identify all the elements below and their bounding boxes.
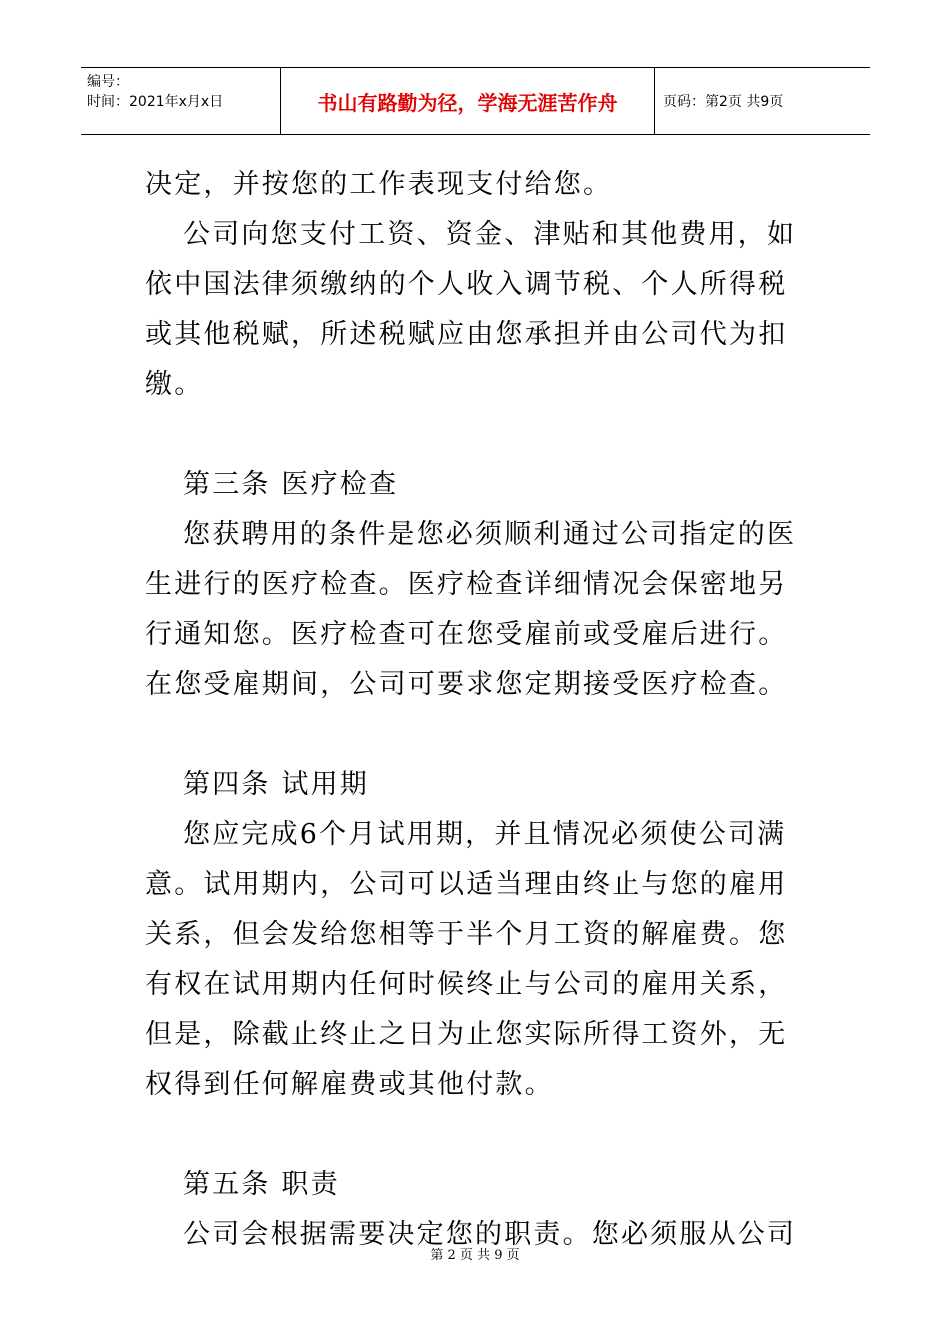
paragraph-gap (145, 410, 810, 460)
section-heading-3: 第三条 医疗检查 (183, 469, 399, 500)
paragraph-gap (145, 1110, 810, 1160)
section-heading-4: 第四条 试用期 (183, 769, 369, 800)
header-meta (81, 68, 281, 134)
paragraph-continued: 决定，并按您的工作表现支付给您。 (145, 169, 613, 200)
header-time-label: 时间：2021年x月x日 (87, 94, 224, 110)
paragraph-medical: 您获聘用的条件是您必须顺利通过公司指定的医生进行的医疗检查。医疗检查详细情况会保密地另行通知您。医疗检查可在您受雇前或受雇后进行。在您受雇期间，公司可要求您定期接受医疗检查。 (145, 519, 797, 700)
document-body (145, 160, 810, 1260)
page-footer: 第 2 页 共 9 页 (430, 1248, 520, 1263)
paragraph-payment: 公司向您支付工资、资金、津贴和其他费用，如依中国法律须缴纳的个人收入调节税、个人所得税或其他税赋，所述税赋应由您承担并由公司代为扣缴。 (145, 219, 797, 400)
header-slogan-cell (281, 68, 655, 134)
paragraph-probation: 您应完成6个月试用期，并且情况必须使公司满意。试用期内，公司可以适当理由终止与您的雇用关系，但会发给您相等于半个月工资的解雇费。您有权在试用期内任何时候终止与公司的雇用关系，但是，除截止终止之日为止您实际所得工资外，无权得到任何解雇费或其他付款。 (145, 819, 788, 1100)
paragraph-duties: 公司会根据需要决定您的职责。您必须服从公司 (183, 1219, 797, 1250)
header-slogan: 书山有路勤为径，学海无涯苦作舟 (317, 90, 618, 115)
header-page-info: 页码：第2页 共9页 (663, 94, 784, 110)
paragraph-gap (145, 710, 810, 760)
header-code-label: 编号： (87, 74, 129, 90)
section-heading-5: 第五条 职责 (183, 1169, 340, 1200)
page-header (81, 67, 870, 135)
